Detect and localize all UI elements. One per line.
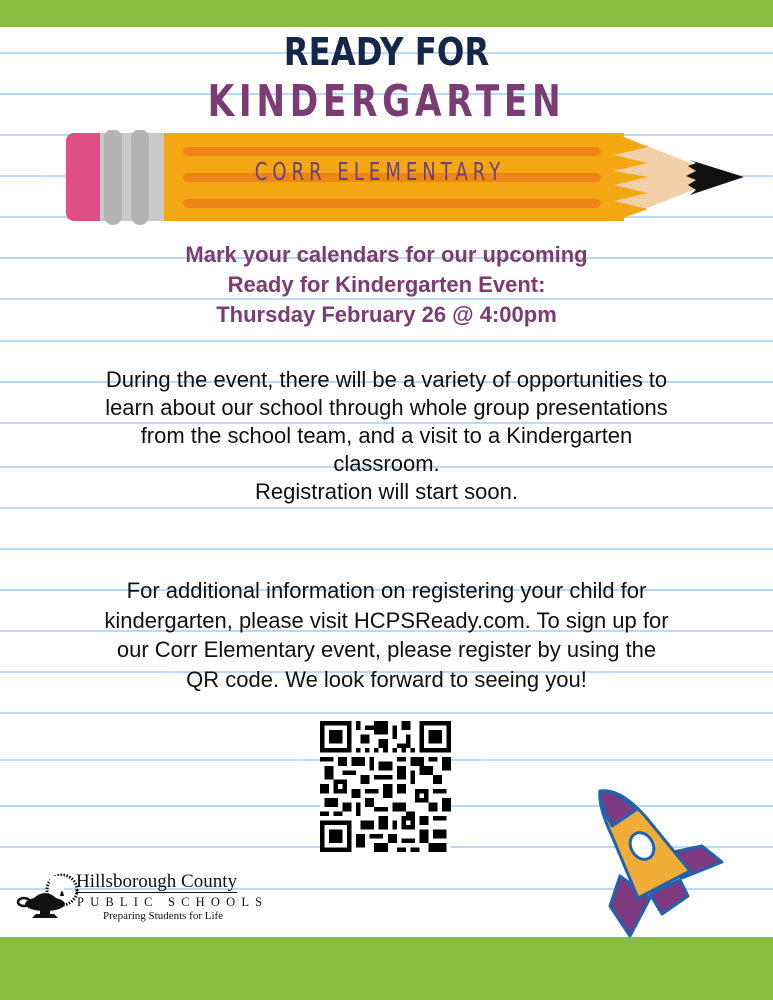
details-line: from the school team, and a visit to a Kindergarten bbox=[140, 423, 633, 448]
top-green-band bbox=[0, 0, 773, 27]
district-tagline: Preparing Students for Life bbox=[103, 910, 224, 922]
district-name: Hillsborough County bbox=[76, 871, 237, 892]
rule-line bbox=[0, 548, 773, 550]
qr-code[interactable] bbox=[320, 721, 451, 852]
registration-line: our Corr Elementary event, please register by using the bbox=[116, 637, 657, 662]
registration-info bbox=[0, 576, 773, 694]
registration-line: For additional information on registering your child for bbox=[126, 578, 647, 603]
rule-line bbox=[0, 340, 773, 342]
district-subtitle: PUBLIC SCHOOLS bbox=[77, 895, 269, 909]
event-line: Ready for Kindergarten Event: bbox=[227, 272, 546, 297]
event-date-time: Thursday February 26 @ 4:00pm bbox=[216, 302, 557, 327]
rocket-icon bbox=[590, 786, 730, 941]
bottom-green-band bbox=[0, 937, 773, 1000]
school-name-on-pencil: CORR ELEMENTARY bbox=[254, 157, 506, 186]
details-line: During the event, there will be a variety of opportunities to bbox=[105, 367, 668, 392]
rule-line bbox=[0, 712, 773, 714]
registration-note: Registration will start soon. bbox=[255, 479, 518, 504]
title-ready-for: READY FOR bbox=[283, 30, 490, 74]
details-line: classroom. bbox=[333, 451, 440, 476]
event-details bbox=[0, 366, 773, 506]
registration-line: QR code. We look forward to seeing you! bbox=[186, 666, 587, 692]
registration-line: kindergarten, please visit HCPSReady.com. To sign up for bbox=[104, 607, 669, 633]
title-kindergarten: KINDERGARTEN bbox=[207, 76, 566, 127]
event-line: Mark your calendars for our upcoming bbox=[185, 242, 588, 267]
rule-line bbox=[0, 507, 773, 509]
event-announcement bbox=[0, 240, 773, 330]
details-line: learn about our school through whole group presentations bbox=[105, 395, 668, 420]
